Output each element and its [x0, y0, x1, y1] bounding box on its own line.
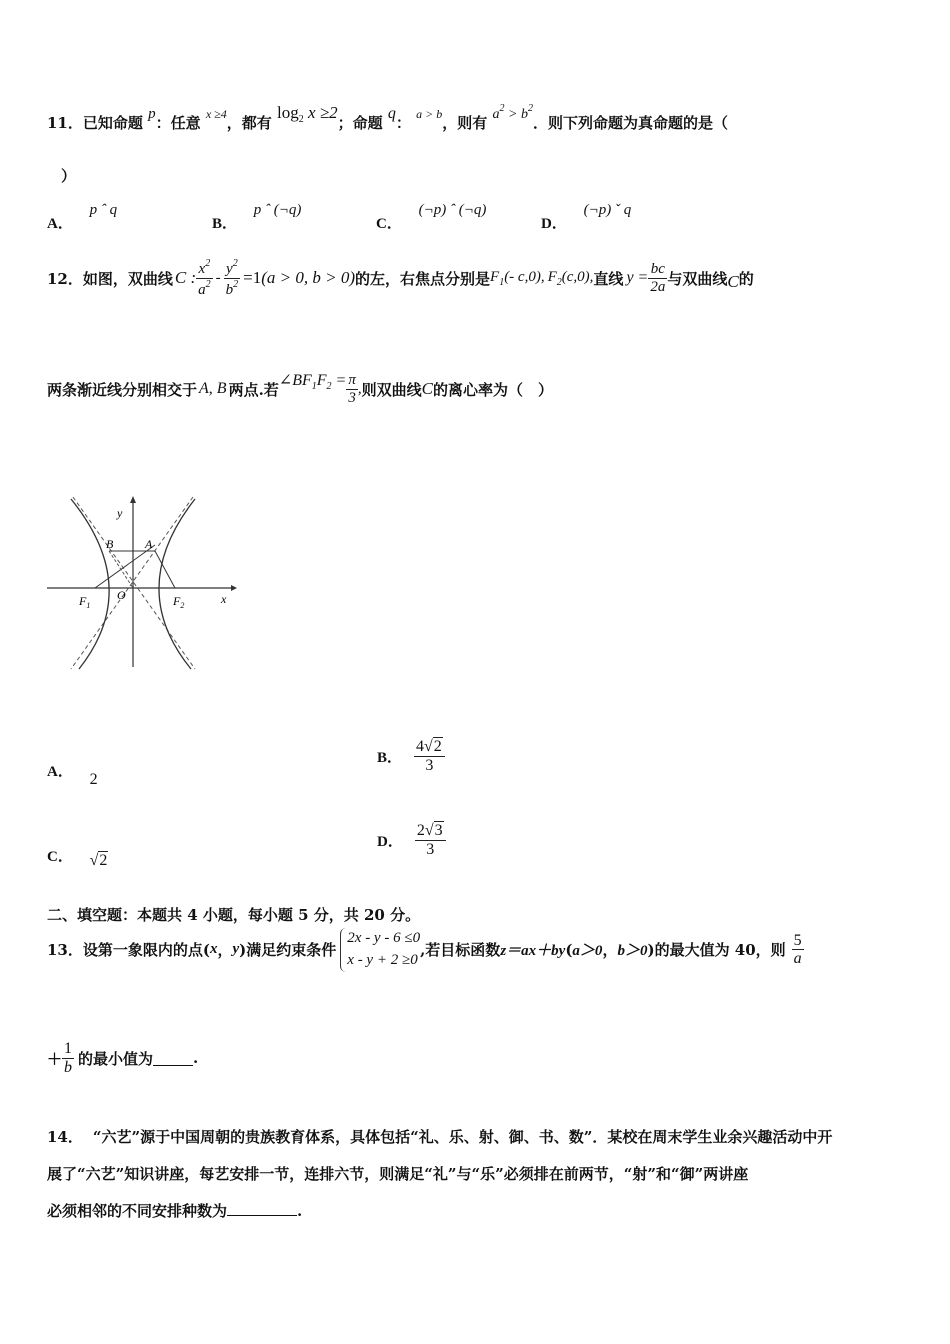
label-f1: $F_1$: [79, 594, 91, 610]
frac-1-b: $\frac{1}{b}$: [64, 1040, 73, 1076]
section-title: 二、填空题：本题共 4 小题，每小题 5 分，共 20 分。: [47, 906, 421, 924]
frac-5-a: $\frac{5}{a}$: [793, 931, 802, 968]
q14-number: 14．: [47, 1128, 83, 1146]
q12-stem-line2: 两条渐近线分别相交于 A, B 两点.若 $\angle BF_1F_2$ = $\frac{\pi}{3}$ , 则双曲线 C 的离心率为（ ）: [47, 372, 553, 406]
hyperbola-figure: [45, 493, 245, 673]
q11-option-a[interactable]: A． p ˆ q: [47, 202, 118, 232]
q12-stem-line1: 12． 如图，双曲线 C : $\frac{x^2}{a^2}$ - $\frac{y^2}{b^2}$ =1 (a > 0, b > 0) 的左，右焦点分别是 $F_1(-$ c,0), $F_2(c,0)$, 直线 y = $\frac{bc}{2a}$ 与双曲线 C 的: [47, 258, 754, 298]
frac-pi-3: $\frac{\pi}{3}$: [348, 372, 356, 406]
label-b: B: [106, 537, 114, 551]
q12-option-d[interactable]: D． $\frac{2√3}{3}$: [377, 822, 446, 858]
math-angle: $\angle BF_1F_2$ =: [278, 372, 347, 392]
q12-option-a[interactable]: A． 2: [47, 764, 98, 788]
math-a2-gt-b2: $a^2 > b^2$: [492, 103, 533, 122]
frac-bc-2a: $\frac{bc}{2a}$: [650, 261, 666, 295]
q11-stem: 11．已知命题 p：任意 $^{x \ge 4}$，都有 $\log_2 x \ge 2$；命题 q： $^{a > b}$，则有 $a^2 > b^2$．则下列命题为真命题的是（: [47, 103, 728, 132]
sqrt-2: √2: [89, 852, 108, 869]
q11-option-d[interactable]: D． (¬p) ˇ q: [541, 202, 632, 232]
math-log: $\log_2 x \ge 2$: [277, 103, 338, 125]
q13-stem-line2: ＋ $\frac{1}{b}$ 的最小值为 .: [47, 1040, 199, 1076]
frac-y2-b2: $\frac{y^2}{b^2}$: [225, 258, 239, 298]
q14-line3: 必须相邻的不同安排种数为 .: [47, 1202, 303, 1220]
label-a: A: [145, 537, 153, 551]
answer-blank-14[interactable]: [227, 1201, 297, 1216]
math-p: p: [148, 106, 156, 122]
math-q: q: [387, 105, 396, 122]
constraint-system: 2x - y - 6 ≤0 x - y + 2 ≥0: [340, 928, 420, 972]
label-x: x: [221, 592, 227, 606]
math-x-ge-4: x ≥4: [205, 107, 227, 121]
q11-close-paren: ）: [61, 167, 77, 185]
q12-option-b[interactable]: B． $\frac{4√2}{3}$: [377, 738, 445, 774]
q12-number: 12．: [47, 269, 83, 288]
q11-option-b[interactable]: B． p ˆ (¬q): [212, 202, 302, 232]
q14-line2: 展了“六艺”知识讲座，每艺安排一节，连排六节，则满足“礼”与“乐”必须排在前两节，“射”和“御”两讲座: [47, 1165, 749, 1183]
q14-line1: 14． “六艺”源于中国周朝的贵族教育体系，具体包括“礼、乐、射、御、书、数”．某校在周末学生业余兴趣活动中开: [47, 1128, 833, 1146]
answer-blank-13[interactable]: [153, 1051, 193, 1066]
math-f2: $F_2(c,0)$,: [547, 268, 594, 288]
label-f2: $F_2$: [173, 594, 185, 610]
q11-number: 11．: [47, 114, 83, 132]
label-o: O: [117, 588, 126, 602]
frac-2sqrt3-3: $\frac{2√3}{3}$: [415, 822, 446, 858]
q12-option-c[interactable]: C． √2: [47, 849, 108, 869]
frac-4sqrt2-3: $\frac{4√2}{3}$: [414, 738, 445, 774]
q11-option-c[interactable]: C． (¬p) ˆ (¬q): [376, 202, 487, 232]
math-f1: $F_1(-$ c,0),: [490, 268, 545, 288]
label-y: y: [117, 506, 123, 520]
frac-x2-a2: $\frac{x^2}{a^2}$: [198, 258, 211, 298]
math-a-gt-b: a > b: [416, 107, 443, 121]
q13-stem-line1: 13． 设第一象限内的点( x ， y )满足约束条件 2x - y - 6 ≤0 x - y + 2 ≥0 ,若目标函数 z＝ax＋by ( a＞0 ， b＞0 )的最大值为 40，则 $\frac{5}{a}$: [47, 928, 804, 972]
q13-number: 13．: [47, 941, 83, 960]
